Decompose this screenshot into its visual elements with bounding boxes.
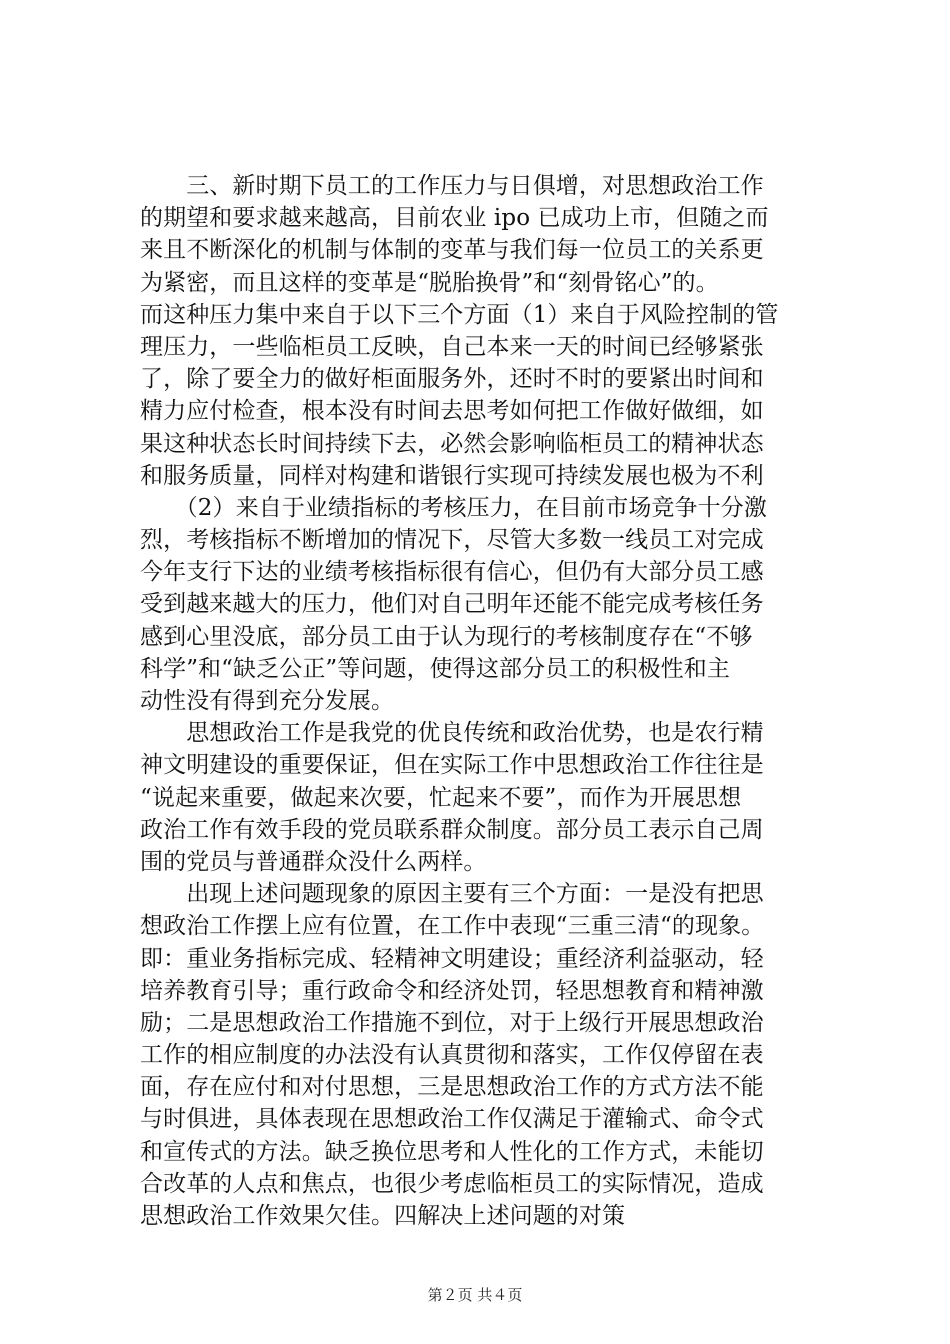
- text-line: 来且不断深化的机制与体制的变革与我们每一位员工的关系更: [140, 237, 764, 264]
- text-line: 今年支行下达的业绩考核指标很有信心，但仍有大部分员工感: [140, 559, 764, 586]
- text-line: 果这种状态长时间持续下去，必然会影响临柜员工的精神状态: [140, 430, 764, 457]
- text-line: 与时俱进，具体表现在思想政治工作仅满足于灌输式、命令式: [140, 1106, 764, 1133]
- text-line: 工作的相应制度的办法没有认真贯彻和落实，工作仅停留在表: [140, 1042, 764, 1069]
- text-line: 出现上述问题现象的原因主要有三个方面：一是没有把思: [140, 881, 764, 908]
- text-line: 动性没有得到充分发展。: [140, 688, 395, 714]
- text-line: 神文明建设的重要保证，但在实际工作中思想政治工作往往是: [140, 752, 764, 779]
- text-line: 受到越来越大的压力，他们对自己明年还能不能完成考核任务: [140, 591, 764, 618]
- text-line: 精力应付检查，根本没有时间去思考如何把工作做好做细，如: [140, 398, 764, 425]
- document-body: [140, 170, 840, 1232]
- text-line: 感到心里没底，部分员工由于认为现行的考核制度存在“不够: [140, 623, 753, 650]
- text-line: 想政治工作摆上应有位置，在工作中表现“三重三清“的现象。: [140, 913, 765, 940]
- text-line: “说起来重要，做起来次要，忙起来不要”，而作为开展思想: [140, 784, 742, 811]
- text-line: 思想政治工作是我党的优良传统和政治优势，也是农行精: [140, 720, 764, 747]
- text-line: 三、新时期下员工的工作压力与日俱增，对思想政治工作: [140, 173, 764, 199]
- text-line: 和服务质量，同样对构建和谐银行实现可持续发展也极为不利: [140, 462, 764, 489]
- text-line: 围的党员与普通群众没什么两样。: [140, 848, 487, 875]
- text-line: 而这种压力集中来自于以下三个方面（1）来自于风险控制的管: [140, 301, 779, 328]
- text-line: 和宣传式的方法。缺乏换位思考和人性化的工作方式，未能切: [140, 1138, 764, 1165]
- text-line: 励；二是思想政治工作措施不到位，对于上级行开展思想政治: [140, 1009, 764, 1036]
- text-line: 的期望和要求越来越高，目前农业 ipo 已成功上市，但随之而: [140, 205, 769, 232]
- text-line: 烈，考核指标不断增加的情况下，尽管大多数一线员工对完成: [140, 527, 764, 554]
- text-line: 思想政治工作效果欠佳。四解决上述问题的对策: [140, 1203, 626, 1229]
- text-line: 面，存在应付和对付思想，三是思想政治工作的方式方法不能: [140, 1074, 764, 1101]
- page-footer: 第２页 共４页: [427, 1286, 523, 1304]
- text-line: 理压力，一些临柜员工反映，自己本来一天的时间已经够紧张: [140, 333, 764, 360]
- text-line: 了，除了要全力的做好柜面服务外，还时不时的要紧出时间和: [140, 366, 764, 393]
- text-line: 为紧密，而且这样的变革是“脱胎换骨”和“刻骨铭心”的。: [140, 269, 719, 296]
- text-line: 即：重业务指标完成、轻精神文明建设；重经济利益驱动，轻: [140, 945, 764, 972]
- text-line: 科学”和“缺乏公正”等问题，使得这部分员工的积极性和主: [140, 655, 730, 682]
- text-line: 合改革的人点和焦点，也很少考虑临柜员工的实际情况，造成: [140, 1170, 764, 1197]
- text-line: 培养教育引导；重行政命令和经济处罚，轻思想教育和精神激: [140, 977, 764, 1004]
- text-line: 政治工作有效手段的党员联系群众制度。部分员工表示自己周: [140, 816, 764, 843]
- text-line: （2）来自于业绩指标的考核压力，在目前市场竞争十分激: [140, 494, 767, 521]
